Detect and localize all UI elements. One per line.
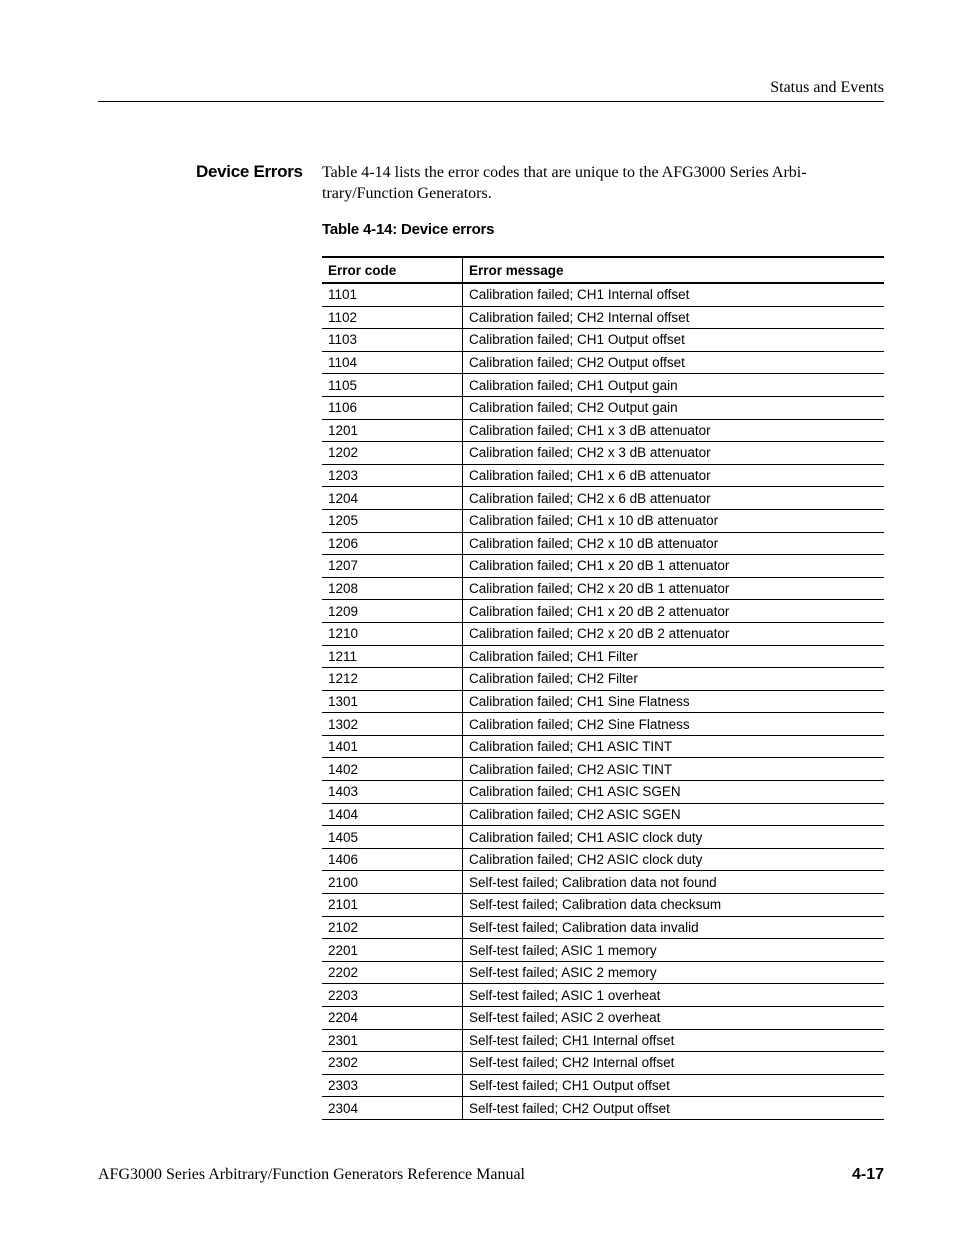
table-row: [322, 329, 884, 352]
device-errors-table: [322, 256, 884, 1120]
error-code-cell: 2303: [322, 1074, 463, 1097]
error-code-cell: 1209: [322, 600, 463, 623]
table-row: [322, 442, 884, 465]
table-row: [322, 1052, 884, 1075]
table-row: [322, 374, 884, 397]
error-message-cell: Self-test failed; ASIC 2 overheat: [463, 1007, 885, 1030]
error-message-cell: Self-test failed; CH2 Output offset: [463, 1097, 885, 1120]
error-code-cell: 1208: [322, 577, 463, 600]
error-code-cell: 2304: [322, 1097, 463, 1120]
table-row: [322, 939, 884, 962]
table-row: [322, 532, 884, 555]
error-code-cell: 1103: [322, 329, 463, 352]
footer-manual-title: AFG3000 Series Arbitrary/Function Generators Reference Manual: [98, 1166, 525, 1183]
table-row: [322, 1097, 884, 1120]
error-message-cell: Calibration failed; CH2 ASIC TINT: [463, 758, 885, 781]
table-row: [322, 758, 884, 781]
error-code-cell: 1207: [322, 555, 463, 578]
error-message-cell: Calibration failed; CH2 Internal offset: [463, 306, 885, 329]
error-message-cell: Self-test failed; CH1 Output offset: [463, 1074, 885, 1097]
error-code-cell: 1402: [322, 758, 463, 781]
error-code-cell: 1404: [322, 803, 463, 826]
table-row: [322, 713, 884, 736]
table-row: [322, 600, 884, 623]
table-header-row: [322, 257, 884, 283]
error-message-cell: Self-test failed; CH2 Internal offset: [463, 1052, 885, 1075]
error-message-cell: Calibration failed; CH2 x 6 dB attenuator: [463, 487, 885, 510]
table-row: [322, 735, 884, 758]
table-row: [322, 622, 884, 645]
error-message-cell: Calibration failed; CH1 Internal offset: [463, 283, 885, 306]
error-code-cell: 2203: [322, 984, 463, 1007]
error-message-cell: Calibration failed; CH1 ASIC clock duty: [463, 826, 885, 849]
table-row: [322, 1029, 884, 1052]
error-code-cell: 1104: [322, 351, 463, 374]
page-number: 4-17: [851, 1166, 884, 1183]
table-row: [322, 961, 884, 984]
error-code-cell: 1102: [322, 306, 463, 329]
error-code-cell: 1301: [322, 690, 463, 713]
error-message-cell: Calibration failed; CH2 Output gain: [463, 396, 885, 419]
error-code-cell: 1406: [322, 848, 463, 871]
table-row: [322, 351, 884, 374]
table-row: [322, 781, 884, 804]
error-code-cell: 2202: [322, 961, 463, 984]
error-code-cell: 2302: [322, 1052, 463, 1075]
error-code-cell: 2102: [322, 916, 463, 939]
table-row: [322, 894, 884, 917]
table-row: [322, 419, 884, 442]
table-row: [322, 577, 884, 600]
error-code-cell: 1401: [322, 735, 463, 758]
table-row: [322, 803, 884, 826]
table-row: [322, 916, 884, 939]
running-head: Status and Events: [770, 79, 884, 96]
error-message-cell: Calibration failed; CH1 x 6 dB attenuator: [463, 464, 885, 487]
table-row: [322, 509, 884, 532]
column-header-error-code: Error code: [322, 257, 463, 283]
table-caption: Table 4-14: Device errors: [322, 221, 495, 238]
error-message-cell: Calibration failed; CH2 x 10 dB attenuator: [463, 532, 885, 555]
error-code-cell: 2201: [322, 939, 463, 962]
error-message-cell: Calibration failed; CH2 Filter: [463, 668, 885, 691]
error-code-cell: 1205: [322, 509, 463, 532]
error-code-cell: 2101: [322, 894, 463, 917]
table-row: [322, 848, 884, 871]
header-rule: [98, 101, 884, 102]
error-code-cell: 1302: [322, 713, 463, 736]
error-code-cell: 1106: [322, 396, 463, 419]
error-message-cell: Calibration failed; CH2 x 20 dB 1 attenuator: [463, 577, 885, 600]
table-row: [322, 871, 884, 894]
error-message-cell: Self-test failed; ASIC 1 overheat: [463, 984, 885, 1007]
error-message-cell: Calibration failed; CH1 Output gain: [463, 374, 885, 397]
error-message-cell: Calibration failed; CH2 x 3 dB attenuator: [463, 442, 885, 465]
table-row: [322, 487, 884, 510]
error-message-cell: Calibration failed; CH1 x 20 dB 2 attenuator: [463, 600, 885, 623]
error-message-cell: Calibration failed; CH1 ASIC SGEN: [463, 781, 885, 804]
error-message-cell: Calibration failed; CH2 x 20 dB 2 attenuator: [463, 622, 885, 645]
table-row: [322, 1074, 884, 1097]
section-heading: Device Errors: [196, 162, 303, 181]
error-message-cell: Self-test failed; Calibration data checksum: [463, 894, 885, 917]
error-message-cell: Calibration failed; CH1 Filter: [463, 645, 885, 668]
table-row: [322, 396, 884, 419]
error-message-cell: Calibration failed; CH2 ASIC clock duty: [463, 848, 885, 871]
error-code-cell: 1202: [322, 442, 463, 465]
error-message-cell: Calibration failed; CH2 ASIC SGEN: [463, 803, 885, 826]
error-message-cell: Self-test failed; Calibration data not found: [463, 871, 885, 894]
table-body: [322, 283, 884, 1119]
table-row: [322, 555, 884, 578]
table-row: [322, 1007, 884, 1030]
error-message-cell: Calibration failed; CH1 x 10 dB attenuator: [463, 509, 885, 532]
table-row: [322, 668, 884, 691]
error-message-cell: Self-test failed; ASIC 1 memory: [463, 939, 885, 962]
error-code-cell: 1403: [322, 781, 463, 804]
error-code-cell: 2100: [322, 871, 463, 894]
column-header-error-message: Error message: [463, 257, 885, 283]
error-message-cell: Calibration failed; CH2 Sine Flatness: [463, 713, 885, 736]
table-row: [322, 826, 884, 849]
table-row: [322, 645, 884, 668]
table-row: [322, 283, 884, 306]
error-code-cell: 1211: [322, 645, 463, 668]
table-row: [322, 690, 884, 713]
error-code-cell: 1201: [322, 419, 463, 442]
error-message-cell: Self-test failed; CH1 Internal offset: [463, 1029, 885, 1052]
intro-paragraph: Table 4-14 lists the error codes that are unique to the AFG3000 Series Arbi-trary/Function Generators.: [322, 164, 807, 202]
error-message-cell: Calibration failed; CH1 x 3 dB attenuator: [463, 419, 885, 442]
error-message-cell: Calibration failed; CH2 Output offset: [463, 351, 885, 374]
error-code-cell: 1204: [322, 487, 463, 510]
error-code-cell: 1101: [322, 283, 463, 306]
error-code-cell: 1212: [322, 668, 463, 691]
table-row: [322, 306, 884, 329]
error-code-cell: 2204: [322, 1007, 463, 1030]
error-code-cell: 1203: [322, 464, 463, 487]
error-message-cell: Calibration failed; CH1 x 20 dB 1 attenuator: [463, 555, 885, 578]
error-message-cell: Calibration failed; CH1 ASIC TINT: [463, 735, 885, 758]
error-message-cell: Self-test failed; ASIC 2 memory: [463, 961, 885, 984]
error-code-cell: 2301: [322, 1029, 463, 1052]
error-code-cell: 1206: [322, 532, 463, 555]
error-message-cell: Calibration failed; CH1 Sine Flatness: [463, 690, 885, 713]
error-code-cell: 1105: [322, 374, 463, 397]
table-row: [322, 984, 884, 1007]
table-row: [322, 464, 884, 487]
error-code-cell: 1405: [322, 826, 463, 849]
error-message-cell: Self-test failed; Calibration data invalid: [463, 916, 885, 939]
error-code-cell: 1210: [322, 622, 463, 645]
error-message-cell: Calibration failed; CH1 Output offset: [463, 329, 885, 352]
